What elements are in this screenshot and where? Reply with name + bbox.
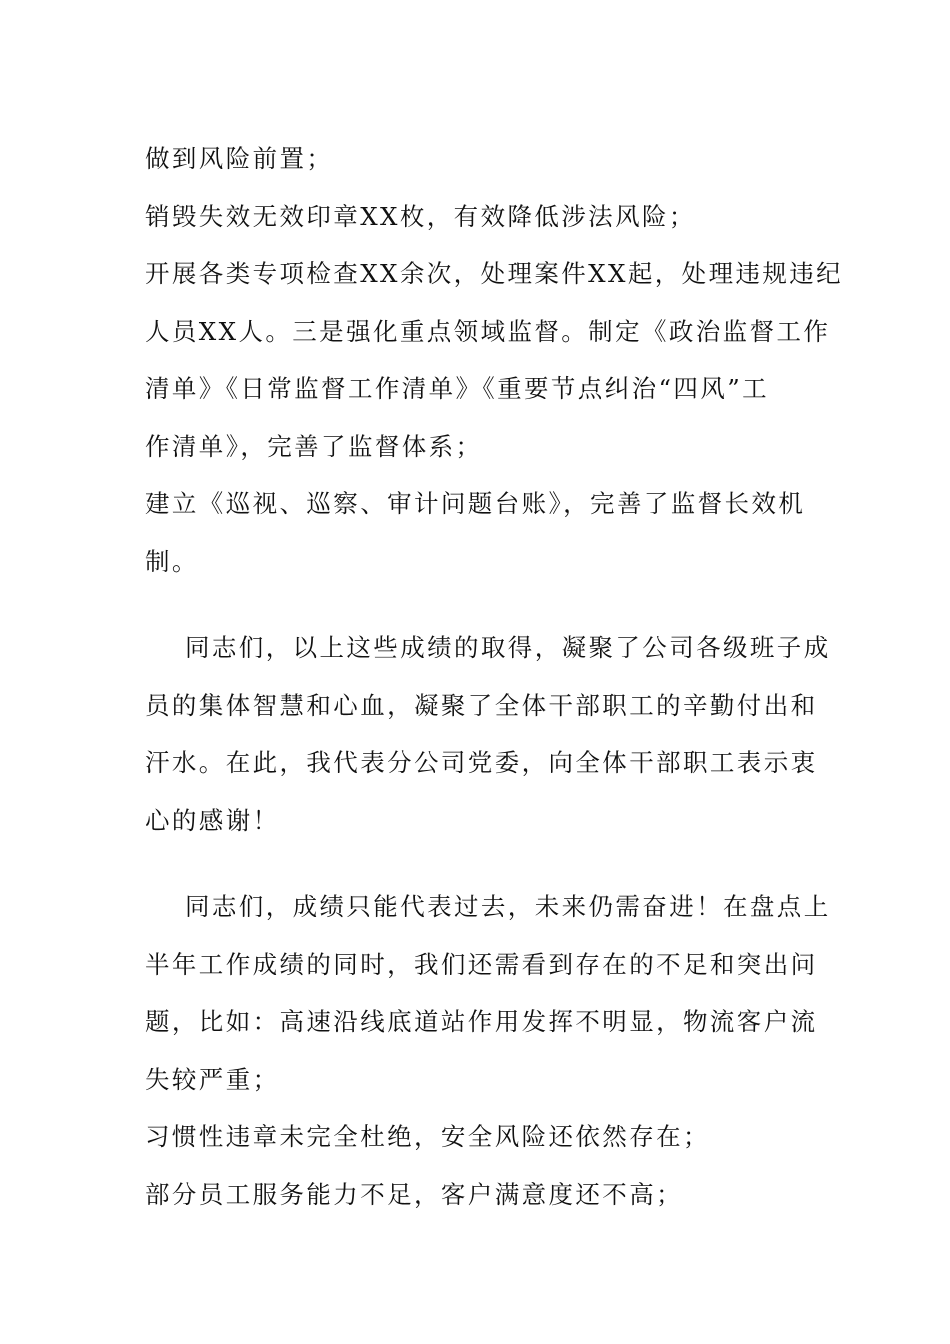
- paragraph-first-line: 同志们，以上这些成绩的取得，凝聚了公司各级班子成: [185, 633, 831, 662]
- document-body: [145, 130, 844, 1223]
- text-line: 部分员工服务能力不足，客户满意度还不高；: [145, 1179, 683, 1209]
- paragraph-gap: [145, 590, 810, 619]
- text-line: 习惯性违章未完全杜绝，安全风险还依然存在；: [145, 1122, 710, 1151]
- text-line: 作清单》，完善了监督体系；: [145, 431, 483, 461]
- text-line: 题，比如：高速沿线底道站作用发挥不明显，物流客户流: [145, 1007, 818, 1036]
- text-line: 失较严重；: [145, 1064, 280, 1094]
- text-line: 开展各类专项检查XX余次，处理案件XX起，处理违规违纪: [145, 259, 844, 288]
- paragraph-gap: [145, 849, 810, 878]
- text-line: 半年工作成绩的同时，我们还需看到存在的不足和突出问: [145, 949, 818, 979]
- text-line: 员的集体智慧和心血，凝聚了全体干部职工的辛勤付出和: [145, 690, 818, 720]
- text-line: 做到风险前置；: [145, 144, 334, 173]
- text-line: 清单》《日常监督工作清单》《重要节点纠治“四风”工: [145, 374, 770, 403]
- text-line: 汗水。在此，我代表分公司党委，向全体干部职工表示衷: [145, 748, 818, 777]
- paragraph-first-line: 同志们，成绩只能代表过去，未来仍需奋进！在盘点上: [185, 892, 831, 921]
- text-line: 制。: [145, 546, 199, 576]
- text-line: 人员XX人。三是强化重点领域监督。制定《政治监督工作: [145, 316, 831, 346]
- text-line: 心的感谢！: [145, 805, 280, 835]
- text-line: 建立《巡视、巡察、审计问题台账》，完善了监督长效机: [145, 489, 806, 518]
- text-line: 销毁失效无效印章XX枚，有效降低涉法风险；: [145, 201, 696, 231]
